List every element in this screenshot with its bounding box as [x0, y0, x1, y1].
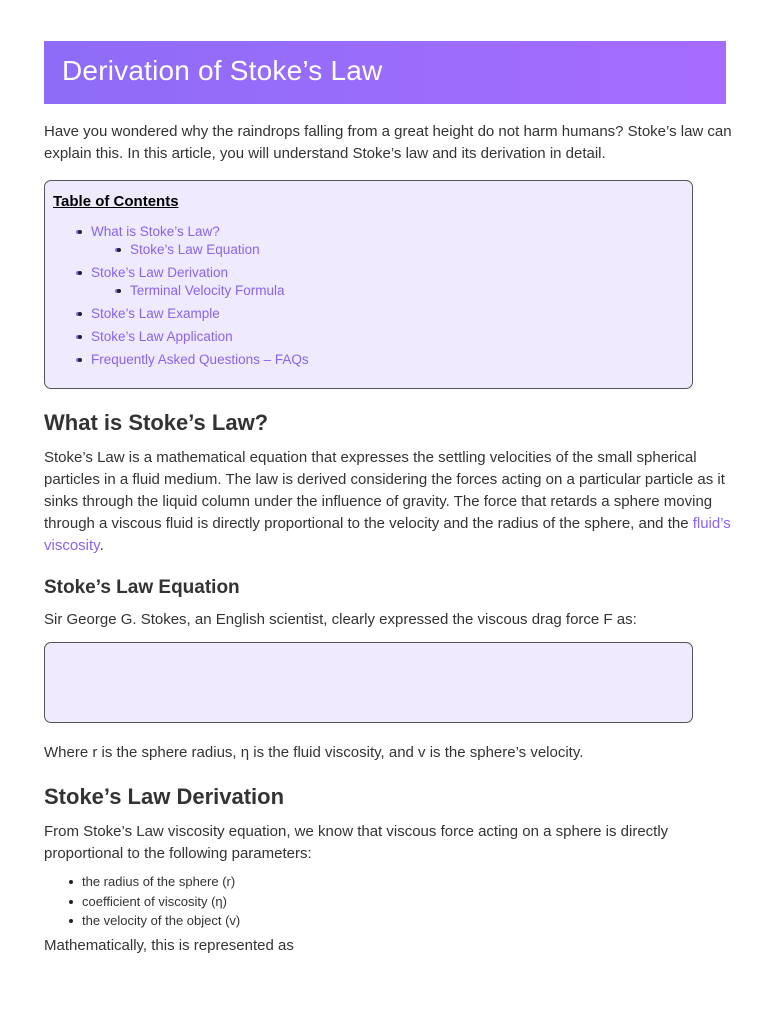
table-of-contents	[44, 180, 693, 389]
toc-item-derivation[interactable]: • Stoke’s Law Derivation	[91, 264, 228, 282]
toc-heading: Table of Contents	[53, 193, 179, 210]
toc-item-application[interactable]: • Stoke’s Law Application	[91, 328, 233, 346]
what-is-text: Stoke’s Law is a mathematical equation that expresses the settling velocities of the small spherical particles in a fluid medium. The law is derived considering the forces acting on a particular particle as it sinks through the liquid column under the influence of gravity. The force that retards a sphere moving through a viscous fluid is directly proportional to the velocity and the radius of the sphere, and the	[44, 449, 725, 532]
fluid-viscosity-link[interactable]: fluid’s viscosity	[44, 515, 731, 554]
toc-item-terminal-velocity[interactable]: • Terminal Velocity Formula	[130, 282, 285, 300]
page-title: Derivation of Stoke’s Law	[62, 55, 383, 86]
what-is-heading: What is Stoke’s Law?	[44, 410, 269, 435]
toc-item-faqs[interactable]: • Frequently Asked Questions – FAQs	[91, 351, 309, 369]
intro-paragraph: Have you wondered why the raindrops falling from a great height do not harm humans? Stoke’s law can explain this. In this article, you will understand Stoke’s law and its derivation in detail.	[44, 123, 732, 162]
parameter-list	[44, 872, 240, 931]
derivation-closing: Mathematically, this is represented as	[44, 937, 294, 954]
equation-paragraph: Sir George G. Stokes, an English scientist, clearly expressed the viscous drag force F as:	[44, 611, 637, 628]
toc-item-what-is[interactable]: • What is Stoke’s Law?	[91, 223, 220, 241]
toc-item-example[interactable]: • Stoke’s Law Example	[91, 305, 220, 323]
equation-explanation: Where r is the sphere radius, η is the fluid viscosity, and v is the sphere’s velocity.	[44, 744, 584, 761]
what-is-paragraph	[44, 447, 734, 557]
derivation-heading: Stoke’s Law Derivation	[44, 784, 285, 809]
list-item: the velocity of the object (v)	[44, 911, 240, 931]
list-item: the radius of the sphere (r)	[44, 872, 240, 892]
equation-box	[44, 642, 693, 723]
list-item: coefficient of viscosity (η)	[44, 892, 240, 912]
toc-item-equation[interactable]: • Stoke’s Law Equation	[130, 241, 260, 259]
derivation-paragraph: From Stoke’s Law viscosity equation, we know that viscous force acting on a sphere is directly proportional to the following parameters:	[44, 823, 669, 862]
title-banner	[44, 41, 726, 104]
equation-heading: Stoke’s Law Equation	[44, 577, 240, 598]
what-is-end: .	[99, 537, 104, 554]
